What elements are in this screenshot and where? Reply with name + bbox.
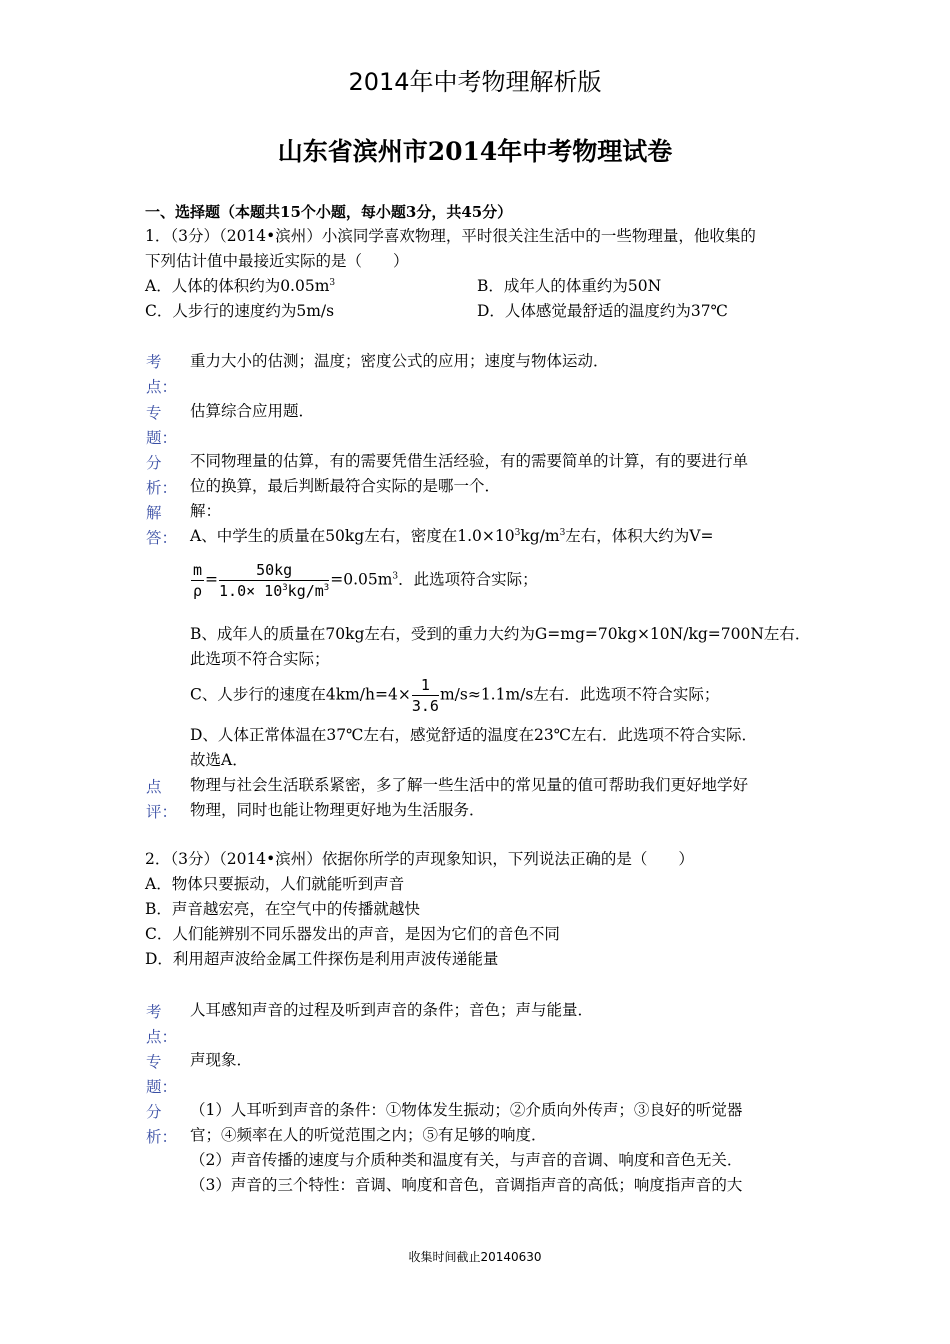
q1-stem-line2: 下列估计值中最接近实际的是（ ） <box>145 252 409 270</box>
q1-jieda-end: 故选A． <box>190 751 248 769</box>
q1-zhuanti-label-2: 题： <box>146 429 178 447</box>
q1-fenxi-label-2: 析： <box>146 479 178 497</box>
q1-dianping-label-2: 评： <box>146 803 178 821</box>
q1-option-a: A．人体的体积约为$0.05m^3$ <box>145 277 336 295</box>
q1-option-d: D．人体感觉最舒适的温度约为37℃ <box>477 302 728 320</box>
q2-stem: 2．（3分）（2014•滨州）依据你所学的声现象知识，下列说法正确的是（ ） <box>145 850 694 868</box>
q1-jieda-a-line1: A、中学生的质量在50kg左右，密度在$1.0\times 10^3kg/m^3$左右，体积大约为V= <box>190 527 714 545</box>
q1-fenxi-text-line1: 不同物理量的估算，有的需要凭借生活经验，有的需要简单的计算，有的要进行单 <box>190 452 749 470</box>
q1-kaodian-label-2: 点： <box>146 378 178 396</box>
page-header: 2014年中考物理解析版 <box>348 68 602 96</box>
q1-fenxi-label: 分 <box>146 454 162 472</box>
q2-fenxi-text-line1: （1）人耳听到声音的条件：①物体发生振动；②介质向外传声；③良好的听觉器 <box>190 1101 743 1119</box>
q1-stem-line1: 1．（3分）（2014•滨州）小滨同学喜欢物理，平时很关注生活中的一些物理量，他收集的 <box>145 227 756 245</box>
q2-option-d: D．利用超声波给金属工件探伤是利用声波传递能量 <box>145 950 499 968</box>
q1-dianping-label: 点 <box>146 778 162 796</box>
q1-option-c: C．人步行的速度约为5m/s <box>145 302 335 320</box>
q2-fenxi-text-line4: （3）声音的三个特性：音调、响度和音色，音调指声音的高低；响度指声音的大 <box>190 1176 743 1194</box>
q2-fenxi-text-line2: 官；④频率在人的听觉范围之内；⑤有足够的响度． <box>190 1126 547 1144</box>
q2-kaodian-label: 考 <box>146 1003 162 1021</box>
q2-fenxi-label: 分 <box>146 1103 162 1121</box>
q1-option-b: B．成年人的体重约为50N <box>477 277 662 295</box>
q2-option-b: B．声音越宏亮，在空气中的传播就越快 <box>145 900 420 918</box>
q1-kaodian-text: 重力大小的估测；温度；密度公式的应用；速度与物体运动． <box>190 352 609 370</box>
q2-fenxi-label-2: 析： <box>146 1128 178 1146</box>
q2-zhuanti-label-2: 题： <box>146 1078 178 1096</box>
page-title: 山东省滨州市2014年中考物理试卷 <box>277 137 673 166</box>
q2-fenxi-text-line3: （2）声音传播的速度与介质种类和温度有关，与声音的音调、响度和音色无关． <box>190 1151 743 1169</box>
q2-option-a: A．物体只要振动，人们就能听到声音 <box>145 875 405 893</box>
q1-dianping-text-line1: 物理与社会生活联系紧密，多了解一些生活中的常见量的值可帮助我们更好地学好 <box>190 776 749 794</box>
page-footer: 收集时间截止20140630 <box>408 1250 542 1264</box>
q1-fenxi-text-line2: 位的换算，最后判断最符合实际的是哪一个． <box>190 477 501 495</box>
fraction-m-over-rho: $\frac{m}{\rho}$ <box>193 561 203 600</box>
q1-kaodian-label: 考 <box>146 353 162 371</box>
q1-jieda-d: D、人体正常体温在37℃左右，感觉舒适的温度在23℃左右．此选项不符合实际． <box>190 726 758 744</box>
q1-jieda-label: 解 <box>146 504 162 522</box>
q1-jieda-b-line1: B、成年人的质量在70kg左右，受到的重力大约为G=mg=70kg×10N/kg=700N左右． <box>190 625 811 643</box>
q1-jieda-a-formula: $\frac{m}{\rho}$ = $\frac{50kg}{1.0\times 10^3kg/m^3}$ $=0.05m^3$．此选项符合实际； <box>193 561 538 600</box>
q1-jieda-c: C、人步行的速度在4km/h=4× $\frac{1}{3.6}$ m/s≈1.1m/s左右．此选项不符合实际； <box>190 676 720 715</box>
q2-kaodian-label-2: 点： <box>146 1028 178 1046</box>
section-heading: 一、选择题（本题共15个小题，每小题3分，共45分） <box>145 203 513 221</box>
q1-jieda-label-2: 答： <box>146 529 178 547</box>
q1-dianping-text-line2: 物理，同时也能让物理更好地为生活服务． <box>190 801 485 819</box>
q1-zhuanti-text: 估算综合应用题． <box>190 402 315 420</box>
q1-jieda-b-line2: 此选项不符合实际； <box>190 650 330 668</box>
q2-zhuanti-label: 专 <box>146 1053 162 1071</box>
q2-option-c: C．人们能辨别不同乐器发出的声音，是因为它们的音色不同 <box>145 925 560 943</box>
q1-jieda-intro: 解： <box>190 502 222 520</box>
fraction-1-over-3.6: $\frac{1}{3.6}$ <box>411 676 439 715</box>
q1-zhuanti-label: 专 <box>146 404 162 422</box>
q2-zhuanti-text: 声现象． <box>190 1051 253 1069</box>
q2-kaodian-text: 人耳感知声音的过程及听到声音的条件；音色；声与能量． <box>190 1001 594 1019</box>
fraction-50kg-over-density: $\frac{50kg}{1.0\times 10^3kg/m^3}$ <box>219 561 330 600</box>
